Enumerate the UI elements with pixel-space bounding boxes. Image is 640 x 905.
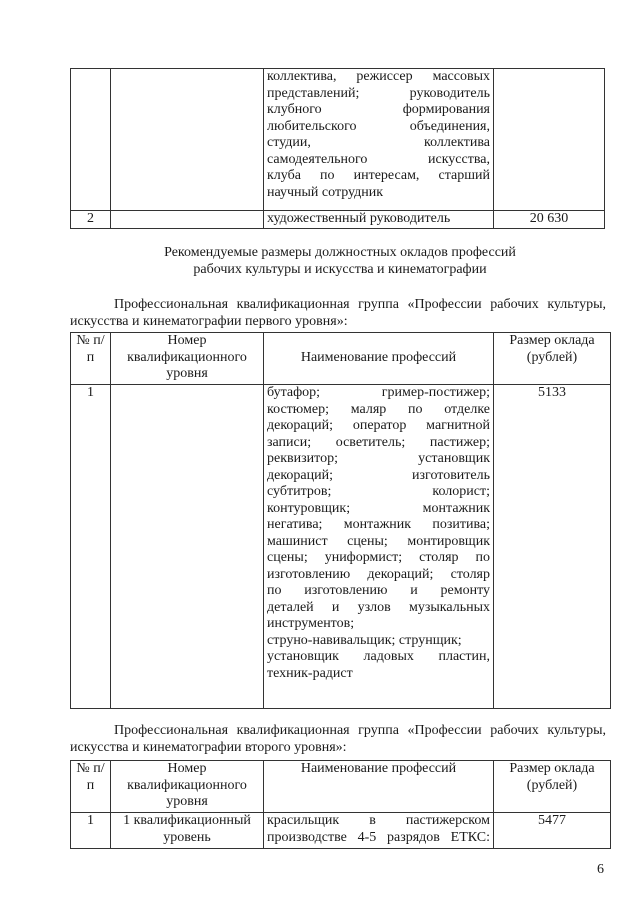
- text-line: бутафор; гример-постижер;: [267, 385, 490, 400]
- header-num: № п/п: [71, 761, 111, 813]
- salary-table-level-1: [70, 332, 611, 709]
- text-line: клуба по интересам, старший: [267, 168, 490, 183]
- text-line: декораций; оператор магнитной: [267, 418, 490, 433]
- page-number: 6: [597, 862, 604, 877]
- header-name: Наименование профессий: [264, 333, 494, 385]
- text-line: установщик ладовых пластин,: [267, 649, 490, 664]
- salary-table-continued: [70, 68, 605, 229]
- text-line: представлений; руководитель: [267, 85, 490, 101]
- text-line: машинист сцены; монтировщик: [267, 533, 490, 549]
- text-line: техник-радист: [267, 665, 353, 681]
- salary-value: 5477: [494, 813, 611, 849]
- table-row: [71, 211, 605, 229]
- table-header-row: [71, 761, 611, 813]
- profession-list: [264, 813, 494, 849]
- header-level: Номер квалификационного уровня: [111, 333, 264, 385]
- text-line: самодеятельного искусства,: [267, 151, 490, 167]
- table-row: [71, 813, 611, 849]
- row-number: 2: [71, 211, 111, 229]
- heading-line-2: рабочих культуры и искусства и кинематографии: [193, 262, 487, 277]
- text-line: сцены; униформист; столяр по: [267, 550, 490, 565]
- text-line: изготовлению декораций; столяр: [267, 566, 490, 582]
- section-heading: [70, 244, 610, 278]
- row-number: 1: [71, 813, 111, 849]
- text-line: костюмер; маляр по отделке: [267, 401, 490, 417]
- header-salary: Размер оклада (рублей): [494, 761, 611, 813]
- group-intro-paragraph: Профессиональная квалификационная группа «Профессии рабочих культуры, искусства и кинематографии первого уровня»:: [70, 297, 606, 329]
- text-line: струно-навивальщик; струнщик;: [267, 632, 462, 648]
- salary-value: 20 630: [494, 211, 605, 229]
- text-line: клубного формирования: [267, 102, 490, 117]
- qualification-level: 1 квалификационный уровень: [111, 813, 264, 849]
- text-line: деталей и узлов музыкальных: [267, 599, 490, 615]
- text-line: записи; осветитель; пастижер;: [267, 434, 490, 450]
- text-line: контуровщик; монтажник: [267, 500, 490, 516]
- text-line: декораций; изготовитель: [267, 467, 490, 483]
- group-intro-paragraph: Профессиональная квалификационная группа «Профессии рабочих культуры, искусства и кинематографии второго уровня»:: [70, 723, 606, 755]
- profession-list: [264, 385, 494, 709]
- table-header-row: [71, 333, 611, 385]
- text-line: коллектива, режиссер массовых: [267, 69, 490, 84]
- text-line: инструментов;: [267, 616, 355, 631]
- salary-value: 5133: [494, 385, 611, 709]
- header-name: Наименование профессий: [264, 761, 494, 813]
- salary-table-level-2: [70, 760, 611, 849]
- text-line: субтитров; колорист;: [267, 484, 490, 499]
- profession-name: художественный руководитель: [264, 211, 494, 229]
- text-line: научный сотрудник: [267, 184, 384, 200]
- text-line: реквизитор; установщик: [267, 451, 490, 466]
- profession-list: [264, 69, 494, 211]
- text-line: красильщик в пастижерском: [267, 813, 490, 828]
- header-level: Номер квалификационного уровня: [111, 761, 264, 813]
- text-line: производстве 4-5 разрядов ЕТКС:: [267, 829, 490, 845]
- text-line: негатива; монтажник позитива;: [267, 517, 490, 532]
- heading-line-1: Рекомендуемые размеры должностных окладов профессий: [164, 245, 516, 260]
- header-num: № п/п: [71, 333, 111, 385]
- table-row: [71, 385, 611, 709]
- table-row: [71, 69, 605, 211]
- header-salary: Размер оклада (рублей): [494, 333, 611, 385]
- text-line: любительского объединения,: [267, 118, 490, 134]
- text-line: по изготовлению и ремонту: [267, 583, 490, 598]
- text-line: студии, коллектива: [267, 135, 490, 150]
- row-number: 1: [71, 385, 111, 709]
